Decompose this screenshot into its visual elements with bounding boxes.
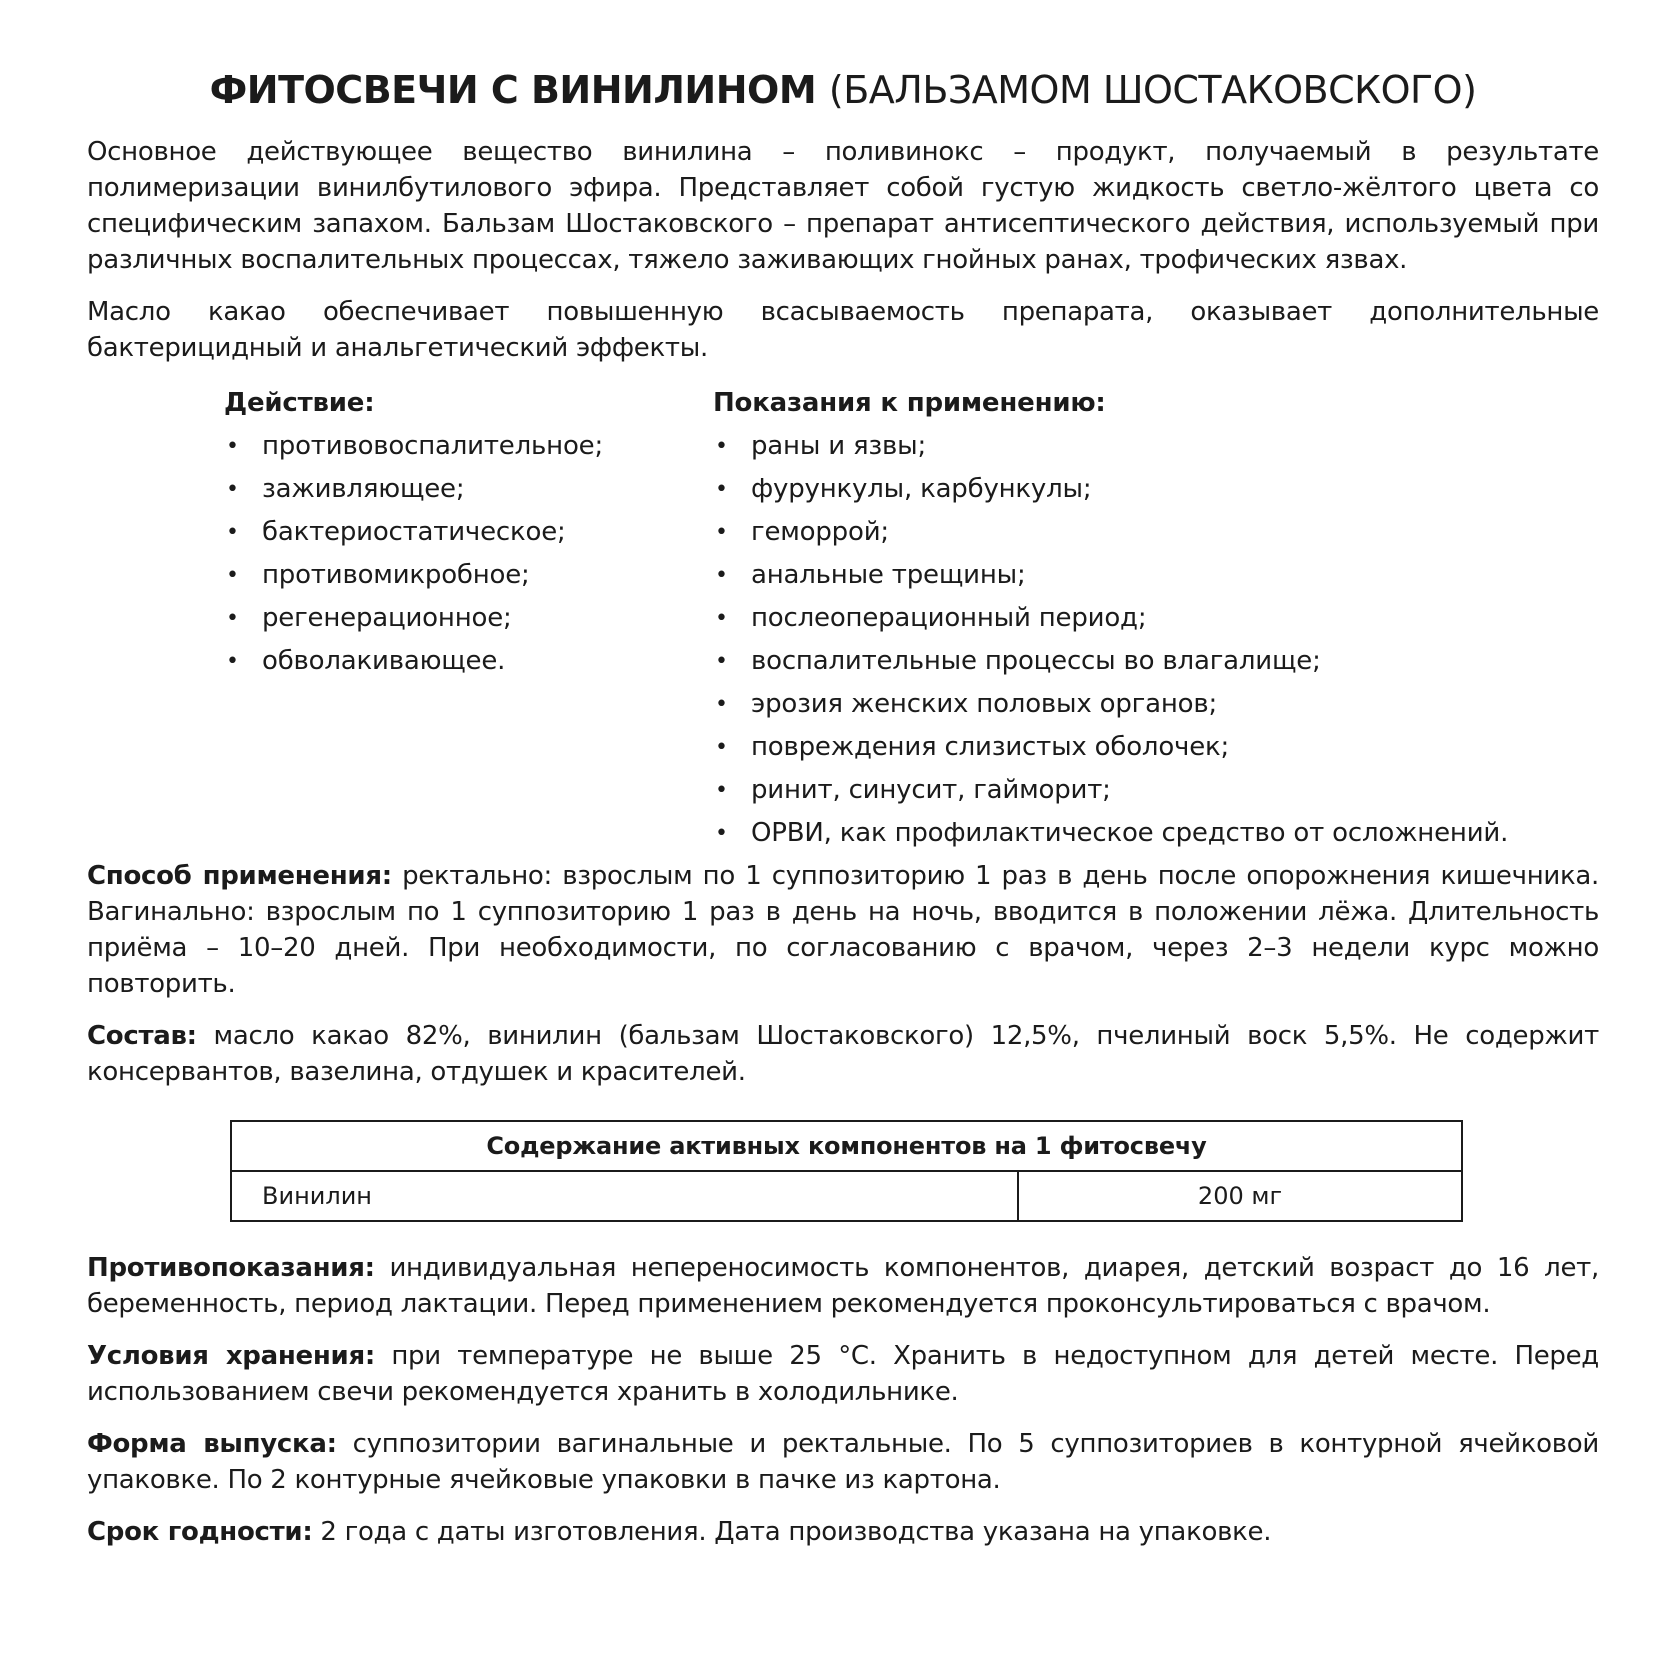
bullet-icon: • bbox=[226, 606, 239, 631]
list-item bbox=[713, 683, 1603, 726]
shelf-life-paragraph bbox=[87, 1514, 1599, 1550]
list-item bbox=[713, 554, 1603, 597]
list-item bbox=[713, 511, 1603, 554]
list-item bbox=[224, 640, 684, 683]
document-page bbox=[87, 60, 1599, 1566]
page-title bbox=[87, 60, 1599, 120]
usage-paragraph bbox=[87, 858, 1599, 1002]
components-table-wrapper bbox=[230, 1120, 1463, 1222]
list-item-text: заживляющее; bbox=[262, 474, 465, 504]
release-form-text: суппозитории вагинальные и ректальные. По 5 суппозиториев в контурной ячейковой упаковке. По 2 контурные ячейковые упаковки в пачке из картона. bbox=[87, 1429, 1599, 1495]
bullet-icon: • bbox=[715, 735, 728, 760]
list-item-text: обволакивающее. bbox=[262, 646, 506, 676]
storage-paragraph bbox=[87, 1338, 1599, 1410]
bullet-icon: • bbox=[715, 606, 728, 631]
release-form-label: Форма выпуска: bbox=[87, 1429, 337, 1459]
bullet-icon: • bbox=[715, 520, 728, 545]
contraindications-label: Противопоказания: bbox=[87, 1253, 375, 1283]
list-item bbox=[713, 812, 1603, 855]
list-item bbox=[224, 554, 684, 597]
list-item-text: эрозия женских половых органов; bbox=[751, 689, 1218, 719]
bullet-icon: • bbox=[715, 649, 728, 674]
list-item-text: анальные трещины; bbox=[751, 560, 1026, 590]
bullet-icon: • bbox=[715, 477, 728, 502]
title-normal-part: (БАЛЬЗАМОМ ШОСТАКОВСКОГО) bbox=[828, 68, 1477, 112]
bullet-icon: • bbox=[226, 563, 239, 588]
composition-paragraph bbox=[87, 1018, 1599, 1090]
intro-paragraph-2: Масло какао обеспечивает повышенную всасываемость препарата, оказывает дополнительные бактерицидный и анальгетический эффекты. bbox=[87, 297, 1599, 363]
bullet-icon: • bbox=[226, 520, 239, 545]
storage-label: Условия хранения: bbox=[87, 1341, 375, 1371]
list-item bbox=[713, 726, 1603, 769]
list-item bbox=[224, 597, 684, 640]
bullet-icon: • bbox=[715, 821, 728, 846]
bullet-icon: • bbox=[226, 477, 239, 502]
table-header-row bbox=[231, 1121, 1462, 1171]
table-cell-value: 200 мг bbox=[1018, 1171, 1462, 1221]
list-item bbox=[713, 640, 1603, 683]
list-item bbox=[224, 425, 684, 468]
table-row bbox=[231, 1171, 1462, 1221]
list-item bbox=[713, 769, 1603, 812]
lists-section bbox=[87, 382, 1599, 848]
components-table bbox=[230, 1120, 1463, 1222]
list-item bbox=[713, 425, 1603, 468]
bullet-icon: • bbox=[715, 434, 728, 459]
list-item-text: воспалительные процессы во влагалище; bbox=[751, 646, 1321, 676]
action-list bbox=[224, 382, 684, 683]
table-cell-name: Винилин bbox=[231, 1171, 1018, 1221]
bullet-icon: • bbox=[226, 434, 239, 459]
list-item-text: бактериостатическое; bbox=[262, 517, 566, 547]
release-form-paragraph bbox=[87, 1426, 1599, 1498]
list-item-text: противомикробное; bbox=[262, 560, 530, 590]
list-item-text: противовоспалительное; bbox=[262, 431, 604, 461]
list-item bbox=[224, 468, 684, 511]
contraindications-paragraph bbox=[87, 1250, 1599, 1322]
usage-text: ректально: взрослым по 1 суппозиторию 1 раз в день после опорожнения кишечника. Вагинально: взрослым по 1 суппозиторию 1 раз в день на ночь, вводится в положении лёжа. Длительность приёма – 10–20 дней. При необходимости, по согласованию с врачом, через 2–3 недели курс можно повторить. bbox=[87, 861, 1599, 999]
list-item bbox=[713, 468, 1603, 511]
composition-label: Состав: bbox=[87, 1021, 197, 1051]
list-item-text: послеоперационный период; bbox=[751, 603, 1147, 633]
composition-text: масло какао 82%, винилин (бальзам Шостаковского) 12,5%, пчелиный воск 5,5%. Не содержит консервантов, вазелина, отдушек и красителей. bbox=[87, 1021, 1599, 1087]
indications-heading: Показания к применению: bbox=[713, 388, 1106, 418]
list-item-text: повреждения слизистых оболочек; bbox=[751, 732, 1230, 762]
contraindications-text: индивидуальная непереносимость компонентов, диарея, детский возраст до 16 лет, беременность, период лактации. Перед применением рекомендуется проконсультироваться с врачом. bbox=[87, 1253, 1599, 1319]
bullet-icon: • bbox=[715, 563, 728, 588]
shelf-life-label: Срок годности: bbox=[87, 1517, 313, 1547]
usage-label: Способ применения: bbox=[87, 861, 392, 891]
intro-paragraph-1: Основное действующее вещество винилина – поливинокс – продукт, получаемый в результате полимеризации винилбутилового эфира. Представляет собой густую жидкость светло-жёлтого цвета со специфическим запахом. Бальзам Шостаковского – препарат антисептического действия, используемый при различных воспалительных процессах, тяжело заживающих гнойных ранах, трофических язвах. bbox=[87, 137, 1599, 275]
bullet-icon: • bbox=[715, 778, 728, 803]
list-item-text: ОРВИ, как профилактическое средство от осложнений. bbox=[751, 818, 1509, 848]
bullet-icon: • bbox=[226, 649, 239, 674]
storage-text: при температуре не выше 25 °С. Хранить в недоступном для детей месте. Перед использованием свечи рекомендуется хранить в холодильнике. bbox=[87, 1341, 1599, 1407]
indications-list bbox=[713, 382, 1603, 855]
list-item bbox=[224, 511, 684, 554]
action-heading: Действие: bbox=[224, 388, 375, 418]
list-item-text: фурункулы, карбункулы; bbox=[751, 474, 1092, 504]
list-item-text: ринит, синусит, гайморит; bbox=[751, 775, 1111, 805]
list-item-text: регенерационное; bbox=[262, 603, 512, 633]
list-item-text: геморрой; bbox=[751, 517, 889, 547]
title-bold-part: ФИТОСВЕЧИ С ВИНИЛИНОМ bbox=[209, 68, 817, 112]
list-item bbox=[713, 597, 1603, 640]
bullet-icon: • bbox=[715, 692, 728, 717]
table-header: Содержание активных компонентов на 1 фитосвечу bbox=[231, 1121, 1462, 1171]
shelf-life-text: 2 года с даты изготовления. Дата производства указана на упаковке. bbox=[312, 1517, 1272, 1547]
list-item-text: раны и язвы; bbox=[751, 431, 927, 461]
